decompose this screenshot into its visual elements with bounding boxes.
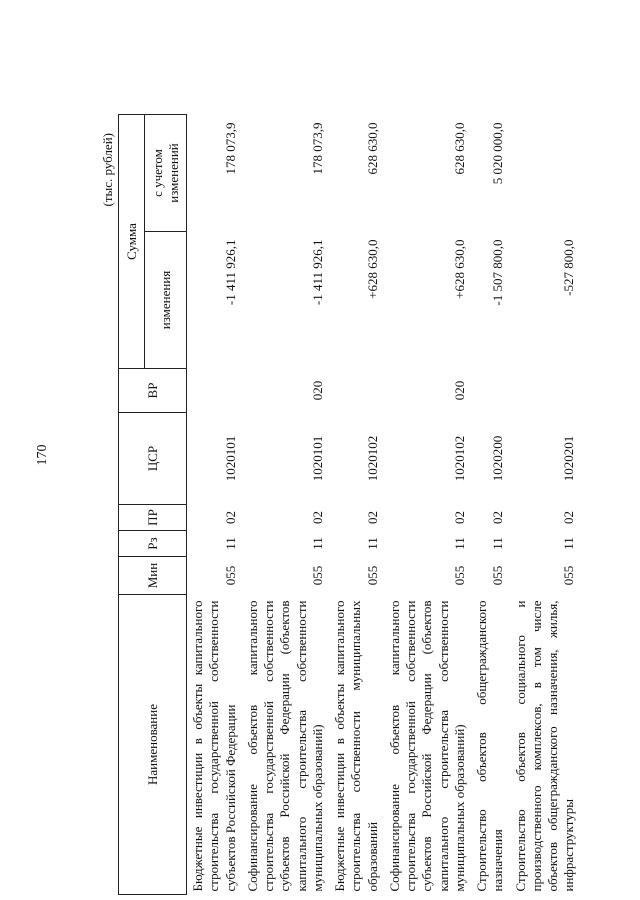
cell-rz: 11 [561, 537, 577, 550]
cell-rz: 11 [451, 537, 467, 550]
cell-total: 178 073,9 [309, 122, 325, 175]
cell-vr [187, 369, 242, 413]
cell-vr: 020 [451, 380, 467, 401]
cell-change: +628 630,0 [451, 239, 467, 299]
header-name: Наименование [119, 595, 187, 895]
cell-name: Софинансирование объектов капитального строительства государственной собственности субъектов Российской Федерации (объектов капитального строительства собственности муниципальных образований) [244, 600, 325, 892]
cell-rz: 11 [490, 537, 506, 550]
cell-csr: 1020102 [364, 435, 380, 482]
cell-rz: 11 [309, 537, 325, 550]
header-min: Мин [119, 557, 187, 595]
cell-change: +628 630,0 [364, 239, 380, 299]
table-row [510, 115, 581, 895]
cell-change: -1 411 926,1 [309, 239, 325, 306]
table-body [187, 115, 581, 895]
cell-name: Бюджетные инвестиции в объекты капитального строительства государственной собственности субъектов Российской Федерации [190, 600, 238, 892]
cell-change: -1 411 926,1 [222, 239, 238, 306]
cell-total [510, 115, 581, 232]
page-number: 170 [35, 444, 50, 466]
cell-change: -527 800,0 [561, 239, 577, 296]
budget-table [118, 114, 581, 895]
cell-csr: 1020200 [490, 435, 506, 482]
cell-change: -1 507 800,0 [490, 239, 506, 306]
header-rz: Рз [119, 531, 187, 557]
header-csr: ЦСР [119, 413, 187, 505]
cell-pr: 02 [561, 511, 577, 524]
cell-pr: 02 [222, 511, 238, 524]
cell-vr: 020 [309, 380, 325, 401]
table-row [384, 115, 471, 895]
cell-pr: 02 [364, 511, 380, 524]
rotated-page-content [100, 115, 577, 895]
cell-name: Бюджетные инвестиции в объекты капитального строительства собственности муниципальных образований [332, 600, 380, 892]
cell-total: 178 073,9 [222, 122, 238, 175]
cell-pr: 02 [309, 511, 325, 524]
units-note: (тыс. рублей) [100, 133, 115, 207]
cell-rz: 11 [222, 537, 238, 550]
table-row [471, 115, 510, 895]
cell-pr: 02 [490, 511, 506, 524]
cell-total: 628 630,0 [364, 122, 380, 175]
cell-name: Строительство объектов общегражданского назначения [474, 600, 506, 892]
cell-vr [510, 369, 581, 413]
cell-csr: 1020101 [222, 435, 238, 482]
cell-csr: 1020201 [561, 435, 577, 482]
cell-min: 055 [451, 565, 467, 586]
header-vr: ВР [119, 369, 187, 413]
cell-name: Строительство объектов социального и производственного комплексов, в том числе объектов общегражданского назначения, жилья, инфраструктуры [512, 600, 577, 892]
cell-name: Софинансирование объектов капитального строительства государственной собственности субъектов Российской Федерации (объектов капитального строительства собственности муниципальных образований) [386, 600, 467, 892]
cell-total: 628 630,0 [451, 122, 467, 175]
header-with-changes: с учетом изменений [145, 115, 187, 232]
header-pr: ПР [119, 505, 187, 531]
cell-total: 5 020 000,0 [490, 122, 506, 185]
cell-min: 055 [364, 565, 380, 586]
cell-vr [329, 369, 384, 413]
cell-csr: 1020102 [451, 435, 467, 482]
cell-min: 055 [309, 565, 325, 586]
table-row [187, 115, 242, 895]
header-sum: Сумма [119, 115, 145, 369]
header-changes: изменения [145, 232, 187, 369]
cell-min: 055 [561, 565, 577, 586]
cell-pr: 02 [451, 511, 467, 524]
cell-rz: 11 [364, 537, 380, 550]
table-row [242, 115, 329, 895]
table-row [329, 115, 384, 895]
cell-min: 055 [222, 565, 238, 586]
cell-min: 055 [490, 565, 506, 586]
cell-vr [471, 369, 510, 413]
cell-csr: 1020101 [309, 435, 325, 482]
